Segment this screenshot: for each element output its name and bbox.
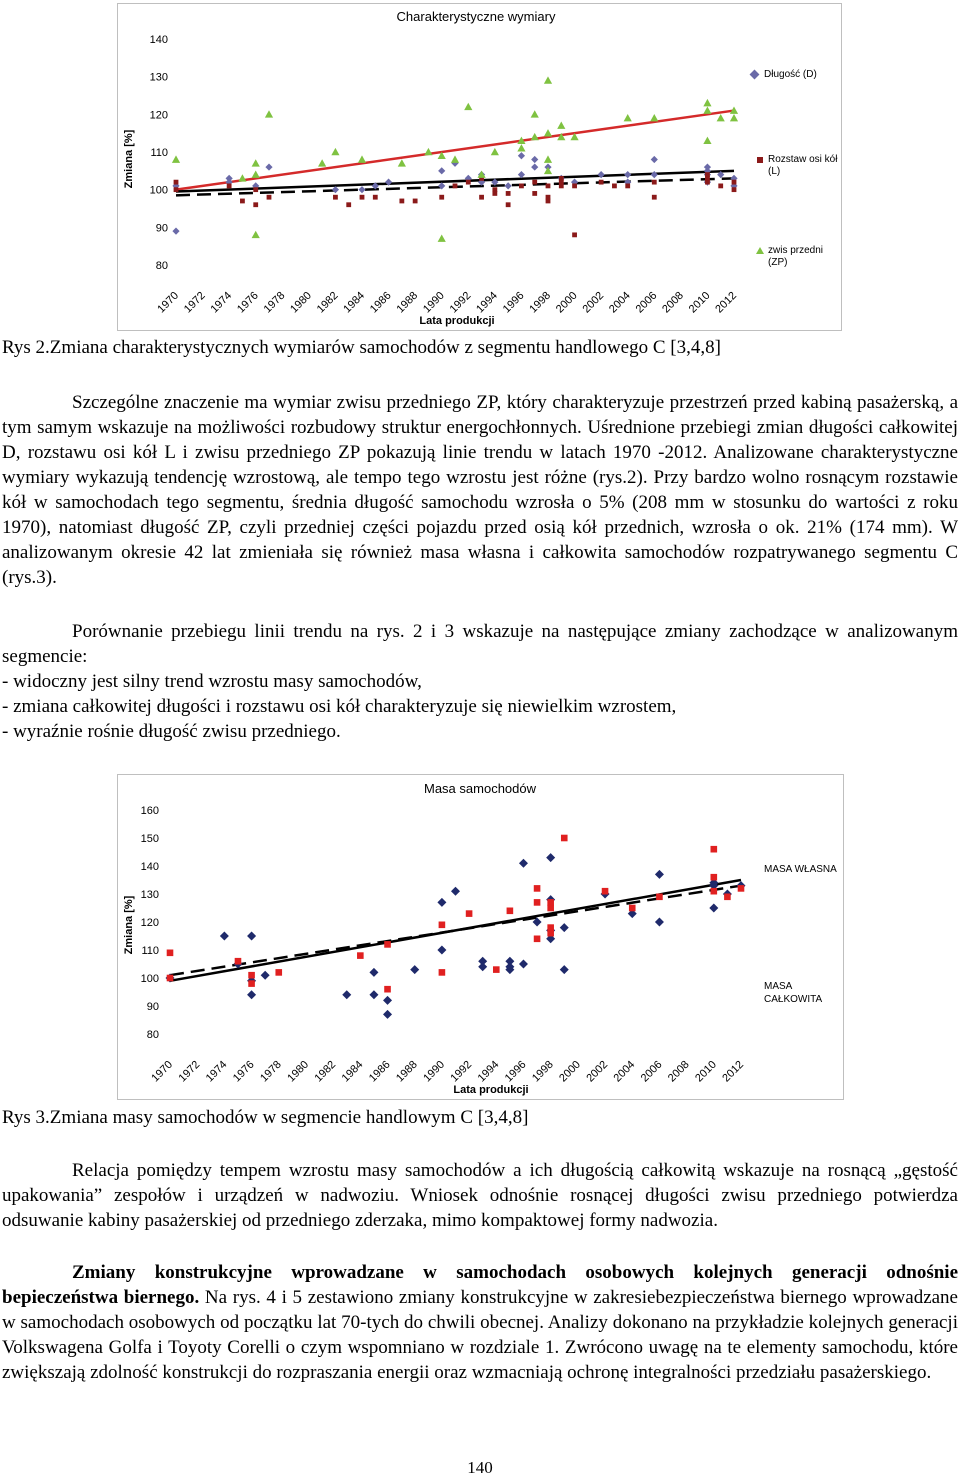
data-point (531, 163, 538, 170)
data-point (172, 155, 180, 162)
x-tick-label: 1998 (527, 289, 554, 316)
data-point (732, 180, 737, 185)
data-point (453, 184, 458, 189)
data-point (624, 114, 632, 121)
data-point (519, 859, 528, 868)
y-tick-label: 90 (155, 222, 168, 235)
data-point (261, 971, 270, 980)
x-tick-label: 1970 (149, 1058, 176, 1085)
y-tick-label: 130 (140, 889, 159, 901)
data-point (518, 152, 525, 159)
data-point (493, 966, 500, 973)
data-point (650, 114, 658, 121)
data-point (625, 184, 630, 189)
x-tick-label: 1990 (421, 289, 447, 316)
x-tick-label: 2004 (611, 1058, 638, 1085)
data-point (546, 184, 551, 189)
x-tick-label: 2008 (660, 289, 686, 316)
x-tick-label: 1994 (474, 289, 500, 316)
chart-mass (117, 774, 844, 1100)
data-point (703, 99, 711, 106)
data-point (439, 195, 444, 200)
data-point (534, 885, 541, 892)
data-point (572, 184, 577, 189)
data-point (439, 922, 446, 929)
data-point (506, 191, 511, 196)
legend-marker-dlugosc (750, 70, 760, 80)
data-point (557, 122, 565, 129)
data-point (507, 908, 514, 915)
y-tick-label: 80 (155, 260, 168, 272)
data-point (602, 888, 609, 895)
data-point (544, 76, 552, 83)
y-tick-label: 120 (140, 917, 159, 929)
data-point (167, 950, 174, 957)
data-point (252, 231, 260, 238)
data-point (531, 110, 539, 117)
data-point (652, 180, 657, 185)
data-point (518, 171, 525, 178)
y-tick-label: 140 (140, 861, 159, 873)
x-tick-label: 1984 (339, 1058, 366, 1085)
data-point (410, 965, 419, 974)
data-point (572, 232, 577, 237)
data-point (342, 990, 351, 999)
data-point (703, 137, 711, 144)
x-tick-label: 1980 (288, 289, 314, 316)
data-point (439, 969, 446, 976)
data-point (505, 182, 512, 189)
legend-rozstaw: Rozstaw osi kół (L) (768, 154, 838, 177)
data-point (384, 941, 391, 948)
data-point (253, 202, 258, 207)
data-point (358, 186, 365, 193)
data-point (333, 195, 338, 200)
data-point (624, 171, 631, 178)
paragraph-4 (2, 1260, 958, 1385)
data-point (399, 199, 404, 204)
x-tick-label: 1988 (394, 289, 421, 316)
data-point (451, 887, 460, 896)
data-point (546, 199, 551, 204)
x-tick-label: 1974 (203, 1058, 230, 1085)
data-point (248, 972, 255, 979)
data-point (252, 159, 260, 166)
data-point (559, 176, 564, 181)
x-tick-label: 2002 (584, 1058, 611, 1085)
x-tick-label: 1996 (502, 1058, 529, 1085)
data-point (711, 874, 718, 881)
x-tick-label: 2008 (665, 1058, 692, 1085)
data-point (253, 187, 258, 192)
data-point (240, 199, 245, 204)
data-point (369, 990, 378, 999)
data-point (235, 958, 242, 965)
y-tick-label: 120 (149, 109, 168, 122)
data-point (598, 171, 605, 178)
data-point (544, 129, 552, 136)
data-point (531, 133, 539, 140)
x-tick-label: 2000 (557, 1058, 583, 1085)
x-tick-label: 1994 (475, 1058, 502, 1085)
x-tick-label: 2006 (633, 289, 660, 316)
data-point (705, 172, 710, 177)
data-point (265, 110, 273, 117)
data-point (331, 148, 339, 155)
data-point (438, 235, 446, 242)
x-tick-label: 1976 (230, 1058, 257, 1085)
data-point (544, 155, 552, 162)
data-point (360, 195, 365, 200)
data-point (703, 106, 711, 113)
data-point (438, 167, 445, 174)
bullet-2: - zmiana całkowitej długości i rozstawu osi kół charakteryzuje się niewielkim wzrostem, (2, 696, 677, 717)
bullet-3: - wyraźnie rośnie długość zwisu przedniego. (2, 721, 341, 742)
data-point (275, 969, 282, 976)
data-point (546, 853, 555, 862)
data-point (357, 952, 364, 959)
data-point (174, 180, 179, 185)
data-point (247, 932, 256, 941)
data-point (519, 184, 524, 189)
data-point (451, 155, 459, 162)
data-point (547, 924, 554, 931)
data-point (651, 156, 658, 163)
data-point (711, 846, 718, 853)
paragraph-2: Porównanie przebiegu linii trendu na rys. 2 i 3 wskazuje na następujące zmiany zachodzące w analizowanym segmencie: (2, 621, 958, 667)
data-point (248, 980, 255, 987)
data-point (398, 159, 406, 166)
data-point (466, 910, 473, 917)
paragraph-1: Szczególne znaczenie ma wymiar zwisu przedniego ZP, który charakteryzuje przestrzeń przed kabiną pasażerską, a tym samym wskazuje na możliwości rozbudowy struktur energochłonnych. Uśrednione przebiegi zmian długości całkowitej D, rozstawu osi kół L i zwisu przedniego ZP pokazują linie trendu w latach 1970 -2012. Analizowane charakterystyczne wymiary wykazują tendencję wzrostową, ale tempo tego wzrostu jest różne (rys.2). Przy bardzo wolno rosnącym rozstawie kół w samochodach tego segmentu, średnia długość samochodu wzrosła o 5% (208 mm w stosunku do wartości z roku 1970), natomiast długość ZP, czyli przedniej części pojazdu przed osią kół przednich, wzrosła o ok. 21% (174 mm). W analizowanym okresie 42 lat zmieniała się również masa własna i całkowita samochodów rozpatrywanego segmentu C (rys.3). (2, 392, 958, 588)
data-point (547, 899, 554, 906)
data-point (534, 936, 541, 943)
chart-dimensions-svg (118, 4, 841, 330)
chart-title: Masa samochodów (424, 781, 536, 796)
data-point (318, 159, 326, 166)
data-point (478, 962, 487, 971)
data-point (531, 156, 538, 163)
data-point (172, 228, 179, 235)
legend-marker-zwis (756, 247, 764, 254)
x-tick-label: 1982 (314, 289, 341, 316)
data-point (369, 968, 378, 977)
data-point (732, 187, 737, 192)
x-tick-label: 1982 (312, 1058, 339, 1085)
data-point (506, 202, 511, 207)
y-tick-label: 130 (149, 71, 168, 84)
x-tick-label: 2004 (607, 289, 633, 316)
data-point (612, 184, 617, 189)
x-tick-label: 2010 (693, 1058, 719, 1085)
y-tick-label: 100 (149, 184, 168, 197)
data-point (629, 905, 636, 912)
x-tick-label: 2010 (686, 289, 713, 316)
x-tick-label: 1980 (285, 1058, 312, 1085)
x-tick-label: 1972 (176, 1058, 203, 1085)
x-tick-label: 2006 (638, 1058, 665, 1085)
figure-caption-3: Rys 3.Zmiana masy samochodów w segmencie handlowym C [3,4,8] (2, 1107, 529, 1128)
data-point (265, 163, 272, 170)
bullet-1: - widoczny jest silny trend wzrostu masy samochodów, (2, 671, 422, 692)
data-point (709, 904, 718, 913)
x-tick-label: 2000 (553, 289, 580, 316)
x-tick-label: 2012 (713, 289, 740, 316)
data-point (332, 186, 339, 193)
data-point (724, 894, 731, 901)
x-tick-label: 1974 (208, 289, 235, 316)
y-tick-label: 90 (146, 1001, 159, 1013)
paragraph-4-heading: Zmiany konstrukcyjne wprowadzane w samochodach osobowych kolejnych generacji odnośnie bepieczeństwa biernego. (2, 1262, 958, 1308)
y-tick-label: 140 (149, 34, 168, 46)
data-point (479, 195, 484, 200)
data-point (238, 174, 246, 181)
data-point (247, 990, 256, 999)
x-axis-label: Lata produkcji (419, 315, 495, 327)
x-tick-label: 1970 (155, 289, 182, 316)
y-tick-label: 110 (150, 147, 168, 159)
x-tick-label: 1976 (235, 289, 261, 316)
data-point (373, 195, 378, 200)
y-tick-label: 80 (146, 1029, 159, 1041)
legend-marker-rozstaw (757, 157, 763, 163)
data-point (413, 199, 418, 204)
data-point (532, 191, 537, 196)
x-tick-label: 1992 (447, 289, 474, 316)
x-tick-label: 1984 (341, 289, 368, 316)
data-point (424, 148, 432, 155)
data-point (532, 180, 537, 185)
data-point (656, 894, 663, 901)
y-tick-label: 100 (140, 973, 159, 985)
page-number: 140 (467, 1458, 493, 1477)
x-tick-label: 2012 (720, 1058, 747, 1085)
legend-masa-calkowita: MASA CAŁKOWITA (764, 981, 823, 1005)
x-tick-label: 1990 (421, 1058, 448, 1085)
data-point (492, 187, 497, 192)
chart-mass-svg (118, 775, 843, 1099)
legend-masa-wlasna: MASA WŁASNA (764, 864, 837, 875)
data-point (358, 155, 366, 162)
data-point (174, 187, 179, 192)
data-point (738, 885, 745, 892)
x-axis-label: Lata produkcji (453, 1084, 529, 1096)
legend-dlugosc: Długość (D) (764, 69, 817, 80)
data-point (437, 898, 446, 907)
data-point (252, 171, 260, 178)
data-point (437, 946, 446, 955)
data-point (167, 975, 174, 982)
data-point (544, 167, 552, 174)
data-point (561, 835, 568, 842)
data-point (655, 918, 664, 927)
data-point (652, 195, 657, 200)
data-point (491, 148, 499, 155)
data-point (346, 202, 351, 207)
data-point (267, 195, 272, 200)
x-tick-label: 2002 (580, 289, 607, 316)
data-point (534, 899, 541, 906)
data-point (560, 965, 569, 974)
x-tick-label: 1992 (448, 1058, 475, 1085)
legend-zwis: zwis przedni (ZP) (768, 245, 824, 268)
data-point (560, 923, 569, 932)
data-point (651, 171, 658, 178)
x-tick-label: 1986 (366, 1058, 393, 1085)
x-tick-label: 1972 (181, 289, 208, 316)
data-point (718, 184, 723, 189)
data-point (383, 996, 392, 1005)
y-axis-label: Zmiana [%] (123, 895, 135, 955)
x-tick-label: 1998 (529, 1058, 556, 1085)
data-point (717, 114, 725, 121)
y-tick-label: 110 (141, 945, 159, 957)
x-tick-label: 1978 (258, 1058, 284, 1085)
data-point (227, 184, 232, 189)
data-point (730, 114, 738, 121)
chart-title: Charakterystyczne wymiary (396, 9, 556, 24)
y-tick-label: 160 (140, 805, 159, 817)
data-point (517, 144, 525, 151)
x-tick-label: 1978 (261, 289, 288, 316)
chart-dimensions (117, 3, 842, 331)
data-point (519, 960, 528, 969)
y-tick-label: 150 (140, 833, 159, 845)
paragraph-4-text: Na rys. 4 i 5 zestawiono zmiany konstrukcyjne w zakresiebezpieczeństwa biernego wprowadzane w samochodach osobowych od początku lat 70-tych do chwili obecnej. Analizy dokonano na przykładzie kolejnych generacji Volkswagena Golfa i Toyoty Corelli o czym wspomniano w rozdziale 1. Zwrócono uwagę na te elementy samochodu, które zwiększają zdolność konstrukcji do rozpraszania energii oraz wzmacniają ochronę integralności przedziału pasażerskiego. (2, 1287, 958, 1383)
y-axis-label: Zmiana [%] (123, 129, 135, 189)
data-point (655, 870, 664, 879)
data-point (384, 986, 391, 993)
data-point (383, 1010, 392, 1019)
paragraph-3: Relacja pomiędzy tempem wzrostu masy samochodów a ich długością całkowitą wskazuje na rosnącą „gęstość upakowania” zespołów i urządzeń w nadwoziu. Wniosek odnośnie rosnącej długości zwisu przedniego potwierdza odsuwanie kabiny pasażerskiej od przedniego zderzaka, mimo kompaktowej formy nadwozia. (2, 1160, 958, 1231)
figure-caption-2: Rys 2.Zmiana charakterystycznych wymiarów samochodów z segmentu handlowego C [3,4,8] (2, 337, 721, 358)
data-point (711, 888, 718, 895)
data-point (464, 103, 472, 110)
data-point (599, 180, 604, 185)
data-point (220, 932, 229, 941)
x-tick-label: 1988 (394, 1058, 420, 1085)
x-tick-label: 1996 (500, 289, 527, 316)
x-tick-label: 1986 (367, 289, 394, 316)
data-point (466, 180, 471, 185)
